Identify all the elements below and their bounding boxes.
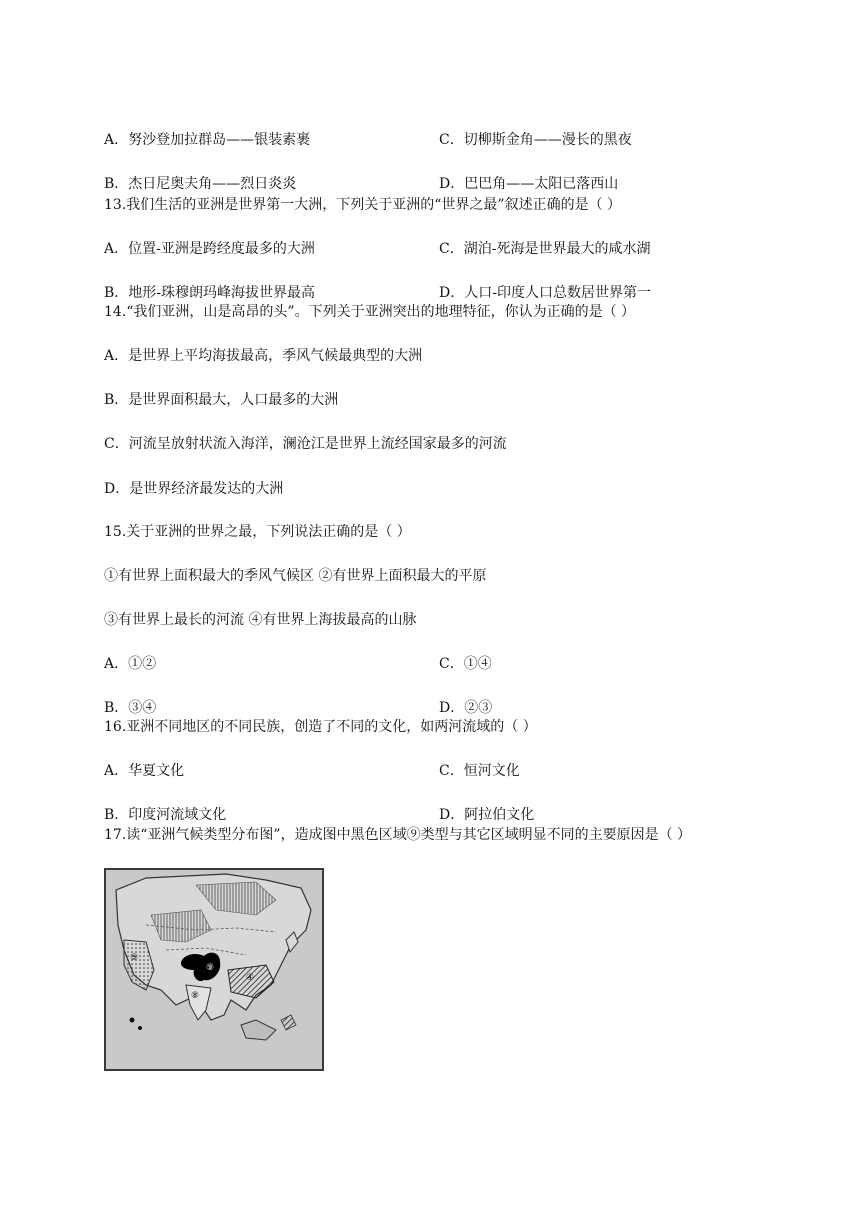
- q15-option-b: B．③④: [104, 700, 157, 716]
- island-dot: [138, 1026, 142, 1030]
- q17-stem: 17.读“亚洲气候类型分布图”，造成图中黑色区域⑨类型与其它区域明显不同的主要原因是（ ）: [104, 827, 692, 843]
- q14-option-a: A．是世界上平均海拔最高，季风气候最典型的大洲: [104, 348, 423, 364]
- island-hatched: [281, 1015, 296, 1030]
- q15-statements-1: ①有世界上面积最大的季风气候区 ②有世界上面积最大的平原: [104, 568, 487, 584]
- map-label: ⑨: [206, 963, 215, 973]
- q14-option-b: B．是世界面积最大，人口最多的大洲: [104, 392, 339, 408]
- q16-option-a: A．华夏文化: [104, 763, 185, 779]
- q15-option-d: D．②③: [439, 700, 493, 716]
- map-label: ⑧: [191, 991, 200, 1001]
- q13-option-b: B．地形-珠穆朗玛峰海拔世界最高: [104, 285, 316, 301]
- q15-stem: 15.关于亚洲的世界之最，下列说法正确的是（ ）: [104, 524, 411, 540]
- q15-option-a: A．①②: [104, 656, 157, 672]
- asia-climate-map: [104, 868, 324, 1071]
- asia-climate-map-graphic: [106, 870, 322, 1069]
- q14-option-c: C．河流呈放射状流入海洋，澜沧江是世界上流经国家最多的河流: [104, 436, 507, 452]
- q15-statements-2: ③有世界上最长的河流 ④有世界上海拔最高的山脉: [104, 612, 417, 628]
- q12-option-a: A．努沙登加拉群岛——银装素裹: [104, 132, 311, 148]
- q12-option-b: B．杰日尼奥夫角——烈日炎炎: [104, 176, 297, 192]
- q14-option-d: D．是世界经济最发达的大洲: [104, 481, 284, 497]
- islands-region: [241, 1020, 276, 1040]
- map-label: ⑤: [130, 953, 139, 963]
- q12-option-d: D．巴巴角——太阳已落西山: [439, 176, 619, 192]
- q16-option-d: D．阿拉伯文化: [439, 807, 535, 823]
- q13-option-a: A．位置-亚洲是跨经度最多的大洲: [104, 241, 315, 257]
- q16-stem: 16.亚洲不同地区的不同民族，创造了不同的文化，如两河流域的（ ）: [104, 719, 537, 735]
- q13-option-c: C．湖泊-死海是世界最大的咸水湖: [439, 241, 651, 257]
- q16-option-c: C．恒河文化: [439, 763, 520, 779]
- q16-option-b: B．印度河流域文化: [104, 807, 227, 823]
- q13-option-d: D．人口-印度人口总数居世界第一: [439, 285, 651, 301]
- map-label: ④: [246, 973, 255, 983]
- q13-stem: 13.我们生活的亚洲是世界第一大洲，下列关于亚洲的“世界之最”叙述正确的是（ ）: [104, 197, 622, 213]
- q15-option-c: C．①④: [439, 656, 492, 672]
- q12-option-c: C．切柳斯金角——漫长的黑夜: [439, 132, 632, 148]
- q14-stem: 14.“我们亚洲，山是高昂的头”。下列关于亚洲突出的地理特征，你认为正确的是（ ）: [104, 304, 636, 320]
- island-dot: [130, 1018, 135, 1023]
